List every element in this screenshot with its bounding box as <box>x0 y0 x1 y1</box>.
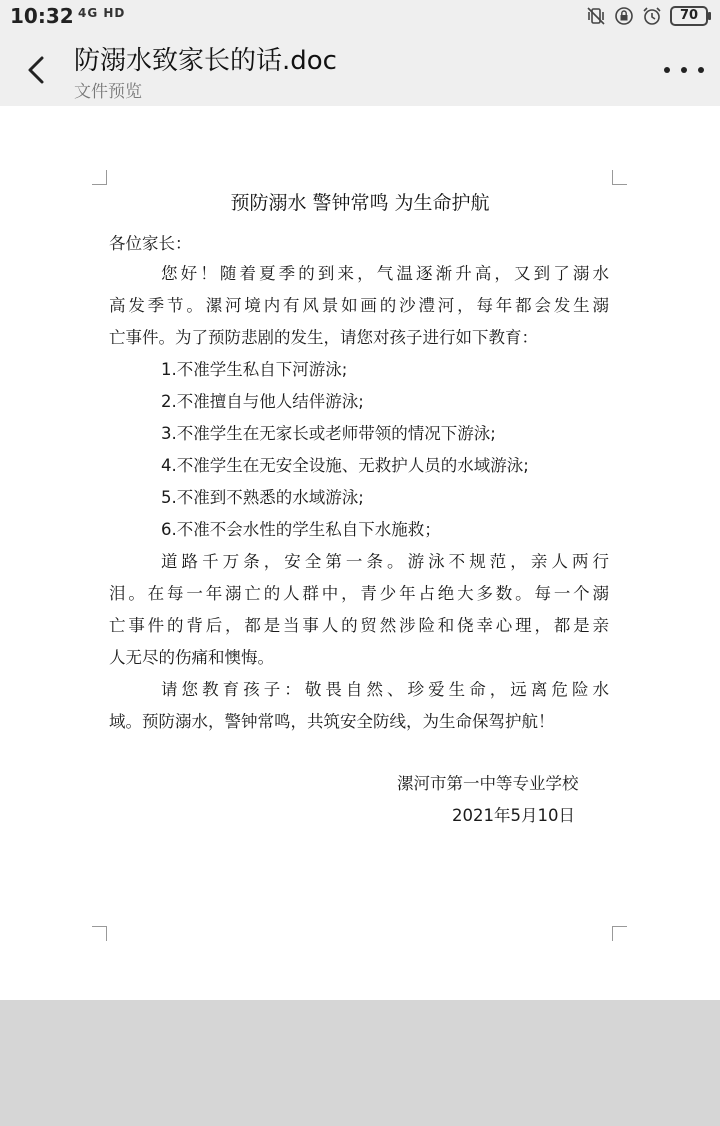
paragraph-line: 域。预防溺水，警钟常鸣，共筑安全防线，为生命保驾护航！ <box>109 712 555 731</box>
page-margin-mark <box>612 170 627 185</box>
more-dot-icon <box>681 67 687 73</box>
more-dot-icon <box>698 67 704 73</box>
document-heading: 预防溺水 警钟常鸣 为生命护航 <box>230 192 490 214</box>
status-time: 10:32 <box>10 4 74 28</box>
paragraph-line: 高发季节。漯河境内有风景如画的沙澧河，每年都会发生溺 <box>109 296 609 315</box>
more-options-button[interactable] <box>664 52 704 88</box>
signature: 漯河市第一中等专业学校 <box>397 774 579 793</box>
battery-icon: 70 <box>670 6 708 26</box>
rule-item: 1.不准学生私自下河游泳; <box>161 360 348 379</box>
page-margin-mark <box>92 926 107 941</box>
rule-item: 4.不准学生在无安全设施、无救护人员的水域游泳; <box>161 456 529 475</box>
page-margin-mark <box>612 926 627 941</box>
paragraph-line: 亡事件。为了预防悲剧的发生，请您对孩子进行如下教育： <box>109 328 538 347</box>
greeting: 各位家长： <box>109 234 192 253</box>
more-dot-icon <box>664 67 670 73</box>
document-date: 2021年5月10日 <box>452 806 575 825</box>
paragraph-line: 人无尽的伤痛和懊悔。 <box>109 648 274 667</box>
rule-item: 5.不准到不熟悉的水域游泳; <box>161 488 364 507</box>
alarm-icon <box>642 6 662 26</box>
network-indicator: 4G HD <box>78 6 126 20</box>
back-button[interactable] <box>14 48 58 92</box>
viewer-background <box>0 1000 720 1126</box>
paragraph-line: 请您教育孩子：敬畏自然、珍爱生命，远离危险水 <box>161 680 609 699</box>
rule-item: 2.不准擅自与他人结伴游泳; <box>161 392 364 411</box>
file-title: 防溺水致家长的话.doc <box>74 46 337 76</box>
vibrate-icon <box>586 6 606 26</box>
paragraph-line: 亡事件的背后，都是当事人的贸然涉险和侥幸心理，都是亲 <box>109 616 609 635</box>
paragraph-line: 道路千万条，安全第一条。游泳不规范，亲人两行 <box>161 552 609 571</box>
status-bar <box>0 0 720 34</box>
lock-icon <box>614 6 634 26</box>
document-page[interactable] <box>0 106 720 1000</box>
page-margin-mark <box>92 170 107 185</box>
rule-item: 3.不准学生在无家长或老师带领的情况下游泳; <box>161 424 496 443</box>
file-preview-label: 文件预览 <box>74 82 142 102</box>
paragraph-line: 泪。在每一年溺亡的人群中，青少年占绝大多数。每一个溺 <box>109 584 609 603</box>
paragraph-line: 您好！随着夏季的到来，气温逐渐升高，又到了溺水 <box>161 264 609 283</box>
status-icons <box>586 4 708 28</box>
rule-item: 6.不准不会水性的学生私自下水施救； <box>161 520 441 539</box>
app-bar <box>0 34 720 106</box>
